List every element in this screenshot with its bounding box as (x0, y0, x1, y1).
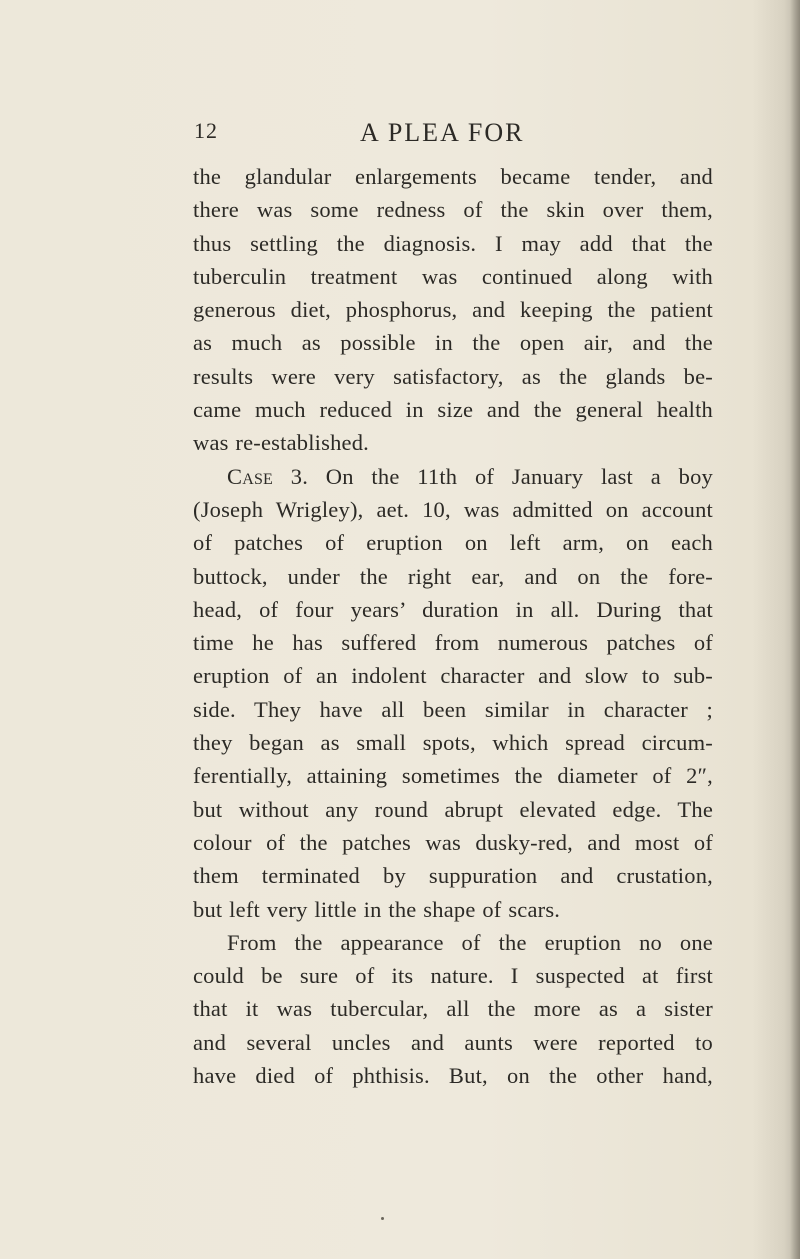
text-line: the glandular enlargements became tender, and (193, 164, 713, 189)
text-line: head, of four years’ duration in all. During that (193, 596, 713, 622)
text-line: colour of the patches was dusky-red, and most of (193, 829, 713, 855)
text-line: that it was tubercular, all the more as a sister (193, 996, 713, 1022)
text-line: of patches of eruption on left arm, on each (193, 530, 713, 556)
case-heading-line (193, 460, 713, 493)
paper-speck (381, 1217, 384, 1220)
text-line: them terminated by suppuration and crustation, (193, 863, 713, 889)
text-line: thus settling the diagnosis. I may add that the (193, 230, 713, 256)
text-line: results were very satisfactory, as the glands be- (193, 363, 713, 389)
case-line-text: 3. On the 11th of January last a boy (273, 463, 713, 489)
page-edge-shadow (790, 0, 800, 1259)
text-line: as much as possible in the open air, and the (193, 330, 713, 356)
page-number: 12 (194, 118, 218, 143)
text-line: generous diet, phosphorus, and keeping the patient (193, 297, 713, 323)
text-line: From the appearance of the eruption no one (227, 929, 713, 955)
text-line: was re-established. (193, 430, 369, 456)
text-line: but without any round abrupt elevated edge. The (193, 796, 713, 822)
text-line: time he has suffered from numerous patches of (193, 630, 713, 656)
text-line: have died of phthisis. But, on the other hand, (193, 1063, 713, 1089)
text-line: came much reduced in size and the general health (193, 397, 713, 423)
text-line: there was some redness of the skin over them, (193, 197, 713, 223)
text-line: and several uncles and aunts were reported to (193, 1029, 713, 1055)
text-line: they began as small spots, which spread circum- (193, 730, 713, 756)
text-line: buttock, under the right ear, and on the fore- (193, 563, 713, 589)
text-line: (Joseph Wrigley), aet. 10, was admitted on account (193, 496, 713, 522)
text-line: ferentially, attaining sometimes the diameter of 2″, (193, 763, 713, 789)
case-label: Case (227, 463, 274, 489)
running-head (0, 118, 800, 148)
body-text (193, 160, 713, 1092)
text-line: eruption of an indolent character and slow to sub- (193, 663, 713, 689)
running-title: A PLEA FOR (360, 118, 525, 147)
text-line: side. They have all been similar in character ; (193, 696, 713, 722)
text-line: but left very little in the shape of scars. (193, 896, 561, 922)
text-line: tuberculin treatment was continued along with (193, 263, 713, 289)
text-line: could be sure of its nature. I suspected at first (193, 963, 713, 989)
